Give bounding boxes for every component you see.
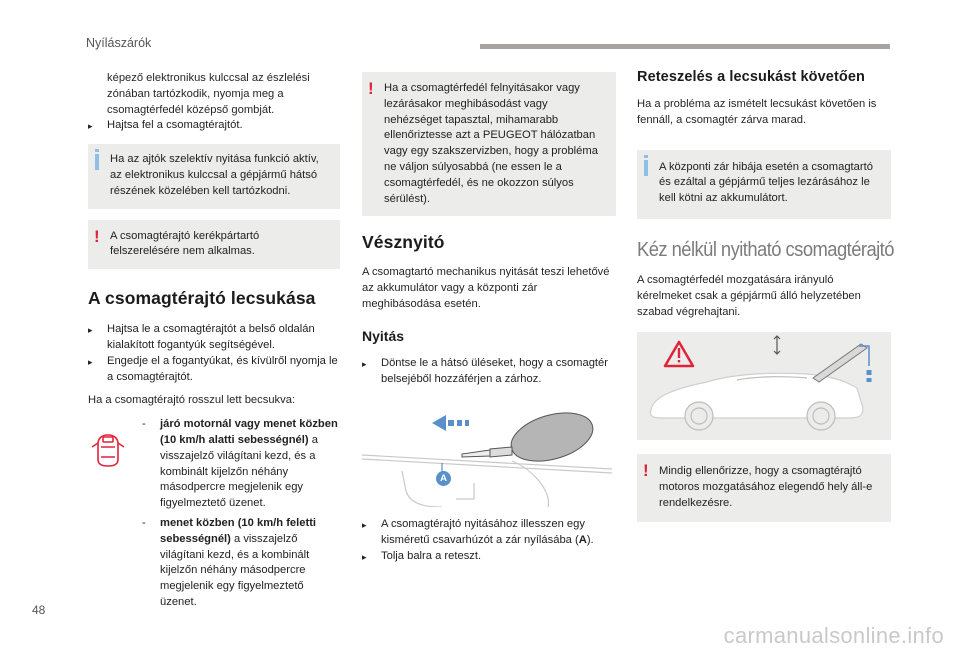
info-note-text: Ha az ajtók szelektív nyitása funkció aktív, az elektronikus kulccsal a gépjármű hátsó részének közelében kell tartózkodni.: [110, 153, 319, 197]
triangle-bullet-icon: ▸: [362, 520, 367, 531]
triangle-bullet-icon: ▸: [88, 325, 93, 336]
warning-note-2-text: Ha a csomagtérfedél felnyitásakor vagy lezárásakor meghibásodást vagy nehézséget tapasztal, mihamarabb ellenőriztesse azt a PEUGEOT hálózatban vagy egy szakszervizben, hogy a probléma ne váljon súlyosabbá (ne essen le a csomagtérfedél, és ne okozzon súlyos sérülést).: [384, 82, 598, 205]
lock-illustration: [362, 399, 616, 507]
triangle-bullet-icon: ▸: [88, 121, 93, 132]
dash-2-bold: menet közben (10 km/h feletti sebességnél): [160, 516, 317, 545]
dash-item-1: - járó motornál vagy menet közben (10 km/h alatti sebességnél) a visszajelző világítani kezd, és a kombinált kijelzőn néhány másodpercre megjelenik egy figyelmeztető üzenet.: [142, 418, 338, 510]
opening-bullet-1: [362, 356, 616, 388]
watermark: carmanualsonline.info: [723, 623, 944, 648]
opening-bullet-2-end: ).: [586, 534, 594, 547]
closing-heading: A csomagtérajtó lecsukása: [88, 288, 316, 309]
figure-label-a: A: [436, 471, 451, 486]
header-bar: [480, 44, 890, 49]
closing-bullet-2-text: Engedje el a fogantyúkat, és kívülről nyomja le a csomagtérajtót.: [107, 354, 338, 383]
exclamation-icon: !: [643, 461, 649, 481]
dash-2-rest: a visszajelző világítani kezd, és a kombinált kijelzőn néhány másodpercre megjelenik egy figyelmeztető üzenet.: [160, 532, 310, 608]
dash-1-bold: járó motornál vagy menet közben (10 km/h alatti sebességnél): [160, 418, 338, 446]
warning-note-2: [362, 72, 616, 216]
opening-bullet-2: [362, 517, 616, 549]
triangle-bullet-icon: ▸: [88, 356, 93, 367]
intro-text: képező elektronikus kulccsal az észlelési zónában tartózkodik, nyomja meg a csomagtérfedél középső gombját.: [107, 72, 310, 116]
closed-text: Ha a csomagtérajtó rosszul lett becsukva:: [88, 394, 296, 407]
exclamation-icon: !: [368, 79, 374, 98]
closing-bullet-1: [88, 322, 340, 354]
info-note: [88, 144, 340, 208]
opening-bullet-3: [362, 549, 616, 566]
column-2: [362, 66, 616, 566]
bullet-open-text: Hajtsa fel a csomagtérajtót.: [107, 119, 243, 132]
opening-bullet-2-label: A: [578, 534, 587, 547]
closing-bullet-1-text: Hajtsa le a csomagtérajtót a belső oldalán kialakított fogantyúk segítségével.: [107, 323, 315, 351]
handsfree-text: A csomagtérfedél mozgatására irányuló kérelmeket csak a gépjármű álló helyzetében szabad végrehajtani.: [637, 273, 861, 318]
emergency-heading: Vésznyitó: [362, 232, 445, 253]
car-clearance-illustration: [637, 332, 891, 440]
opening-bullet-1-text: Döntse le a hátsó üléseket, hogy a csomagtér belsejéből hozzáférjen a zárhoz.: [381, 356, 608, 385]
relock-text: Ha a probléma az ismételt lecsukást követően is fennáll, a csomagtér zárva marad.: [637, 98, 877, 126]
page-number: 48: [32, 603, 46, 617]
bullet-open: [88, 118, 340, 135]
exclamation-icon: !: [94, 226, 100, 246]
dash-1-rest: a visszajelző világítani kezd, és a kombinált kijelzőn néhány másodpercre megjelenik egy figyelmeztető üzenet.: [160, 433, 318, 510]
header-section-title: Nyílászárók: [86, 36, 152, 50]
info-note-2: [637, 150, 891, 219]
relock-heading: Reteszelés a lecsukást követően: [637, 69, 865, 85]
handsfree-heading: Kéz nélkül nyitható csomagtérajtó: [637, 238, 894, 261]
info-note-2-text: A központi zár hibája esetén a csomagtartó és ezáltal a gépjármű teljes lezárásához le kell kötni az akkumulátort.: [659, 160, 873, 205]
opening-bullet-2-text: A csomagtérajtó nyitásához illesszen egy kisméretű csavarhúzót a zár nyílásába (: [381, 518, 585, 547]
opening-subheading: Nyitás: [362, 327, 405, 344]
opening-bullet-3-text: Tolja balra a reteszt.: [381, 549, 482, 562]
dash-items: [142, 417, 340, 611]
info-icon: [95, 154, 99, 170]
warning-note: [88, 220, 340, 270]
warning-list: [88, 417, 340, 611]
triangle-bullet-icon: ▸: [362, 358, 367, 369]
emergency-text: A csomagtartó mechanikus nyitását teszi lehetővé az akkumulátor vagy a központi zár meghibásodása esetén.: [362, 266, 610, 310]
warning-note-3-text: Mindig ellenőrizze, hogy a csomagtérajtó motoros mozgatásához elegendő hely áll-e rendelkezésre.: [659, 465, 873, 509]
closing-bullet-2: [88, 354, 340, 386]
warning-note-text: A csomagtérajtó kerékpártartó felszerelésére nem alkalmas.: [110, 229, 260, 258]
warning-lamp-icon: [88, 417, 142, 611]
column-3: [637, 66, 894, 522]
triangle-bullet-icon: ▸: [362, 551, 367, 562]
dash-item-2: - menet közben (10 km/h feletti sebességnél) a visszajelző világítani kezd, és a kombinált kijelzőn néhány másodpercre megjelenik egy figyelmeztető üzenet.: [142, 516, 317, 608]
column-1: [88, 66, 340, 611]
warning-note-3: [637, 454, 891, 521]
info-icon: [644, 160, 648, 176]
